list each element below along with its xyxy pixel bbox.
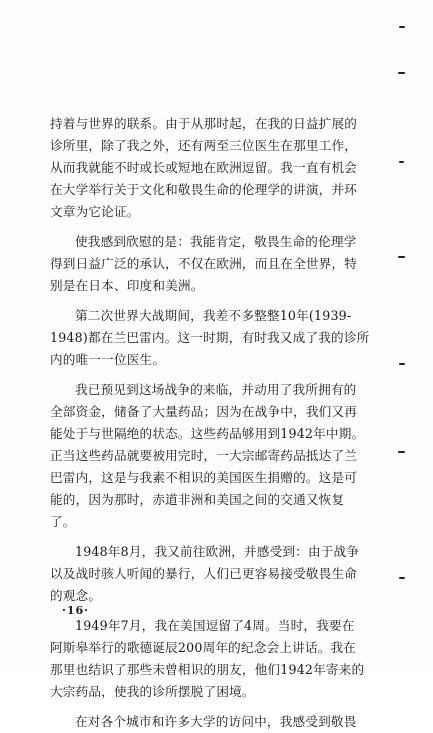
text-line: 诊所里，除了我之外，还有两至三位医生在那里工作，	[50, 138, 358, 153]
margin-mark	[398, 451, 405, 453]
text-line: 内的唯一一位医生。	[50, 352, 166, 367]
text-line: 了。	[50, 514, 76, 529]
text-line: 1949年7月，我在美国逗留了4周。当时，我要在	[75, 618, 355, 633]
page-number: ·16·	[62, 604, 89, 617]
margin-mark	[399, 577, 405, 579]
margin-mark	[399, 26, 405, 28]
text-line: 得到日益广泛的承认，不仅在欧洲，而且在全世界，特	[50, 256, 358, 271]
text-line: 我已预见到这场战争的来临，并动用了我所拥有的	[75, 382, 357, 397]
text-line: 能的，因为那时，赤道非洲和美国之间的交通又恢复	[50, 492, 345, 507]
body-text	[50, 113, 370, 733]
text-line: 正当这些药品就要被用完时，一大宗邮寄药品抵达了兰	[50, 448, 358, 463]
text-line: 1948)都在兰巴雷内。这一时期，有时我又成了我的诊所	[50, 330, 370, 345]
text-line: 巴雷内，这是与我素不相识的美国医生捐赠的。这是可	[50, 470, 358, 485]
margin-mark	[398, 72, 405, 74]
text-line: 使我感到欣慰的是：我能肯定，敬畏生命的伦理学	[75, 234, 357, 249]
margin-mark	[399, 363, 405, 365]
text-line: 1948年8月，我又前往欧洲，并感受到：由于战争	[75, 544, 360, 559]
text-line: 那里也结识了那些未曾相识的朋友，他们1942年寄来的	[50, 662, 365, 677]
text-line: 别是在日本、印度和美洲。	[50, 278, 204, 293]
text-line: 大宗药品，使我的诊所摆脱了困境。	[50, 684, 255, 699]
text-line: 在大学举行关于文化和敬畏生命的伦理学的讲演，并环	[50, 182, 358, 197]
text-line: 全部资金，储备了大量药品；因为在战争中，我们又再	[50, 404, 358, 419]
text-line: 第二次世界大战期间，我差不多整整10年(1939-	[75, 308, 352, 323]
text-line: 在对各个城市和许多大学的访问中，我感受到敬畏	[75, 714, 357, 729]
margin-mark	[398, 256, 405, 258]
text-line: 阿斯皋举行的歌德诞辰200周年的纪念会上讲话。我在	[50, 640, 357, 655]
text-line: 文章为它论证。	[50, 204, 140, 219]
text-line: 能处于与世隔绝的状态。这些药品够用到1942年中期。	[50, 426, 365, 441]
margin-mark	[399, 161, 404, 163]
text-line: 持着与世界的联系。由于从那时起，在我的日益扩展的	[50, 116, 358, 131]
text-line: 以及战时骇人听闻的暴行，人们已更容易接受敬畏生命	[50, 566, 358, 581]
text-line: 从而我就能不时或长或短地在欧洲逗留。我一直有机会	[50, 160, 358, 175]
text-line: 的观念。	[50, 588, 102, 603]
